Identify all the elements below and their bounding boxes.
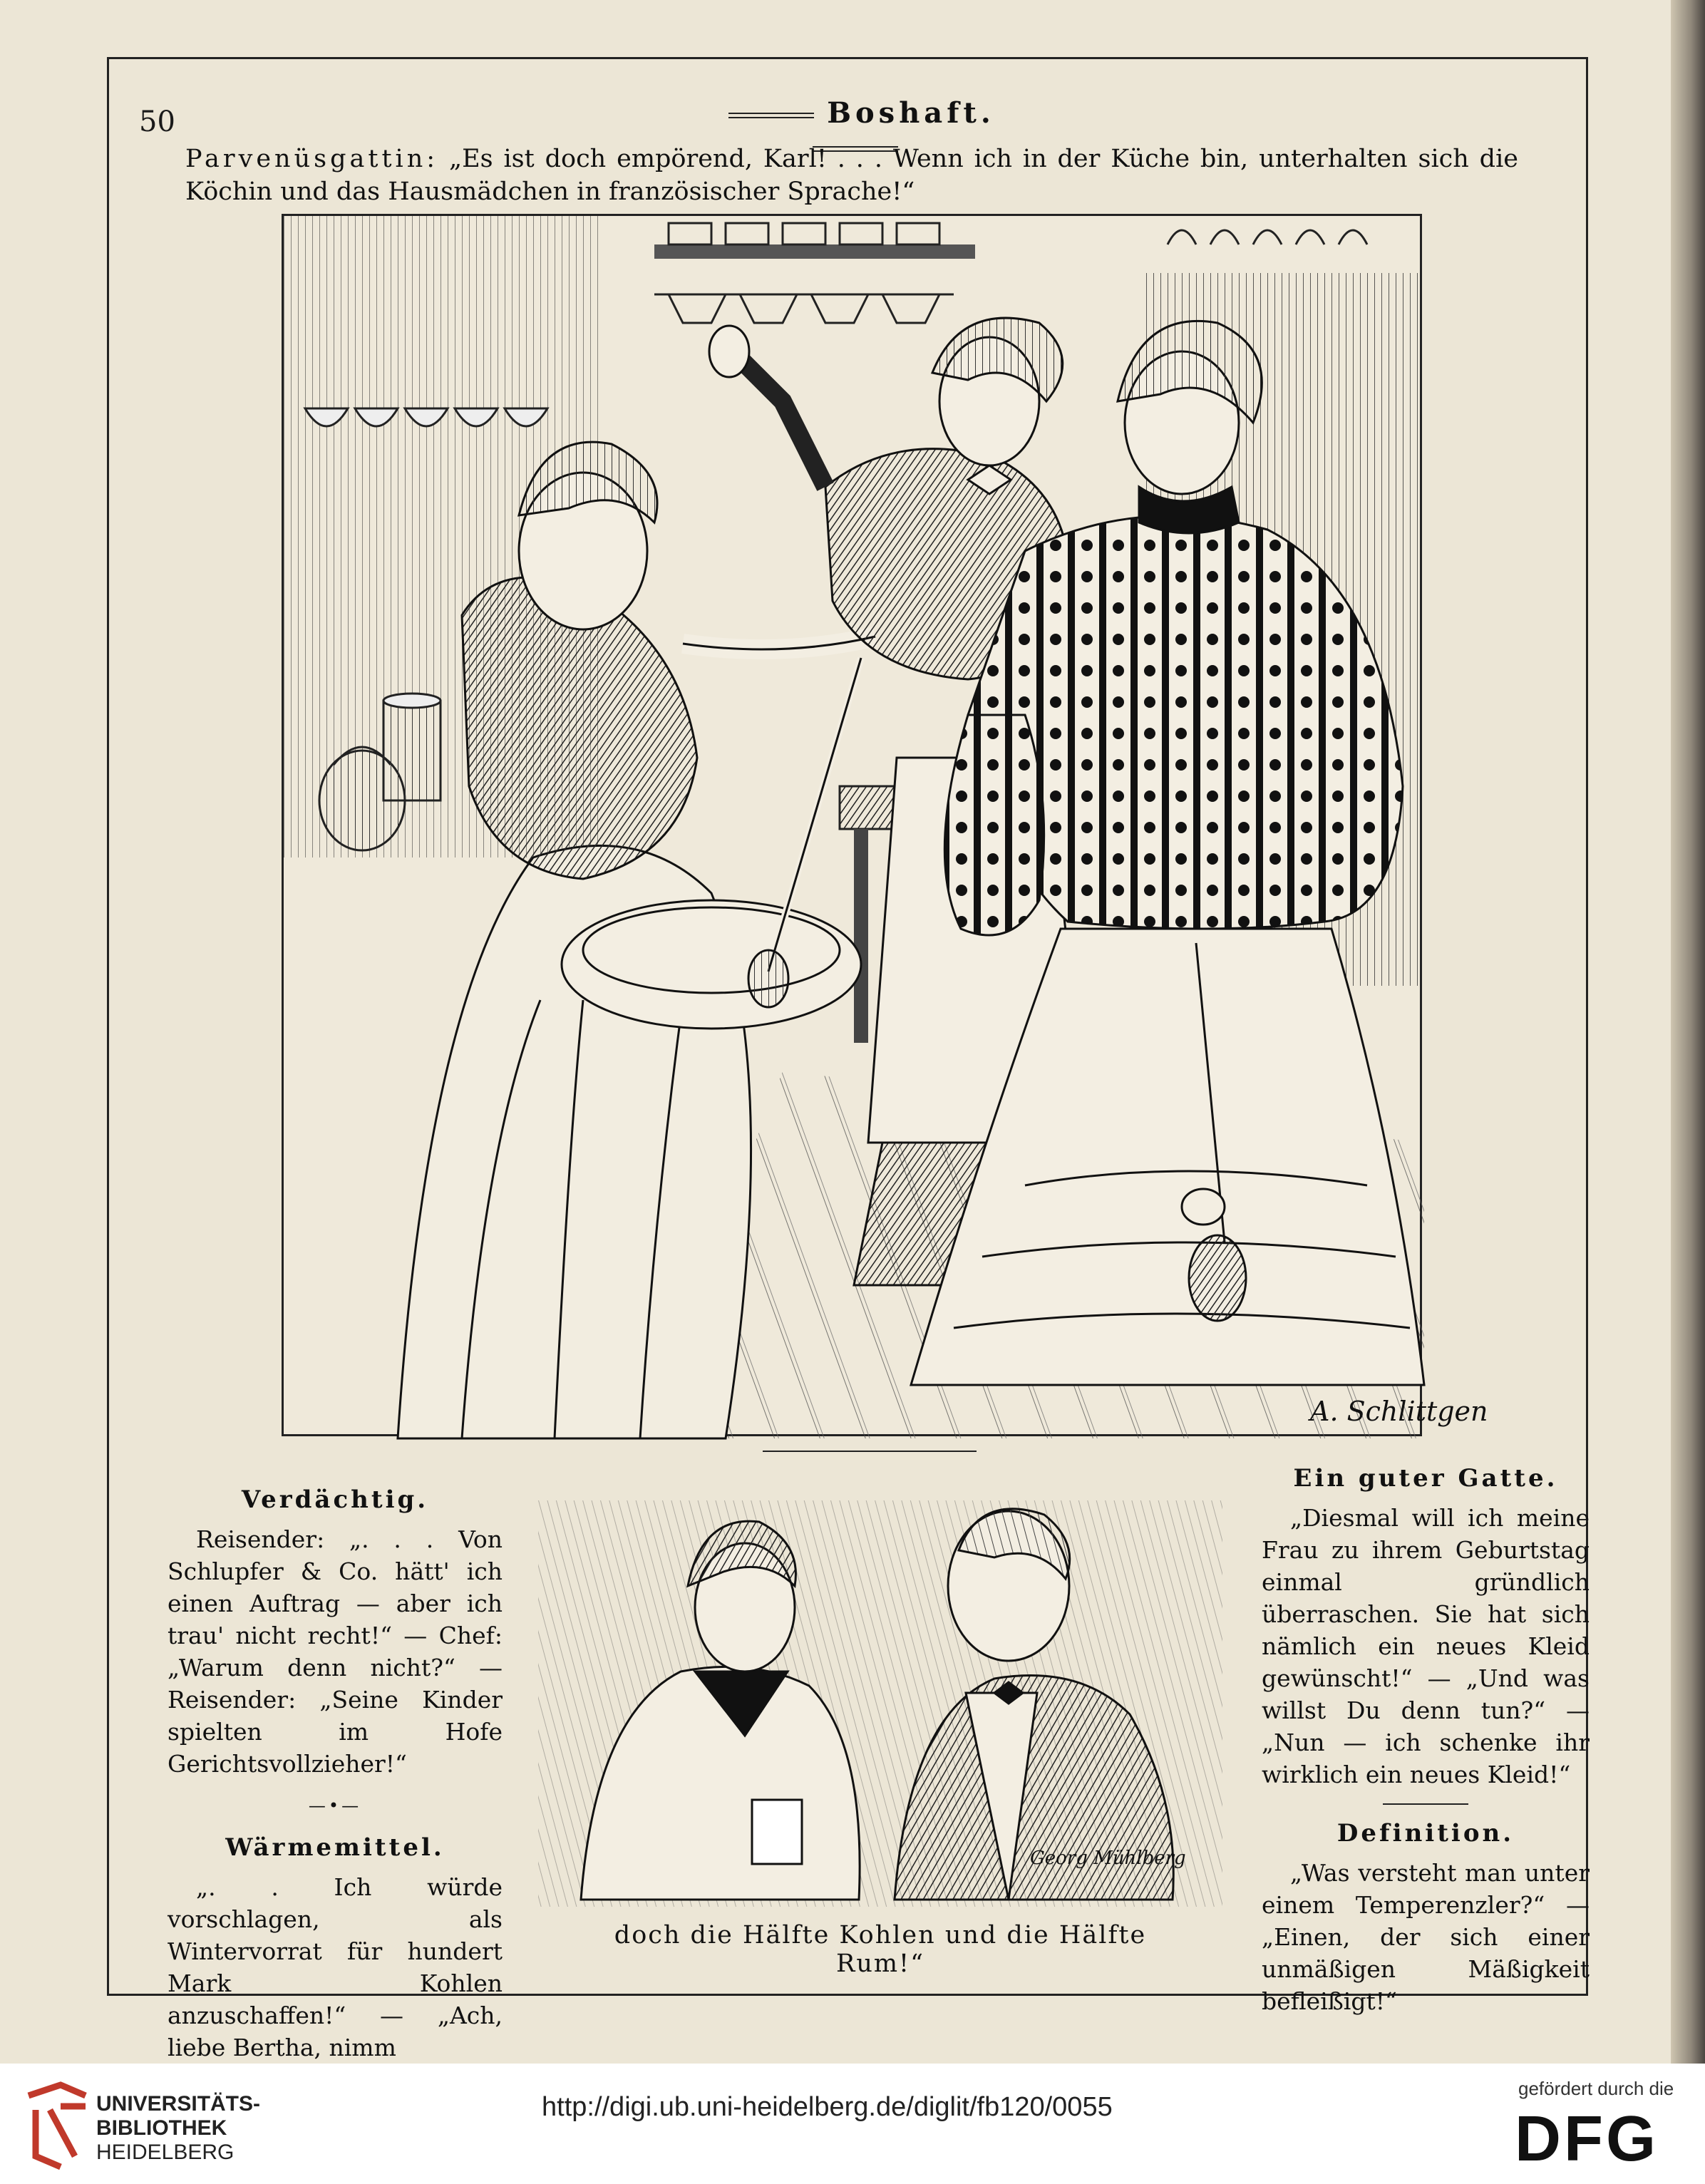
guter-gatte-title: Ein guter Gatte.	[1293, 1464, 1558, 1493]
left-column	[168, 1484, 503, 2064]
right-column	[1262, 1463, 1590, 2017]
header-ornament-left	[728, 113, 814, 118]
main-illustration	[282, 214, 1488, 1436]
couple-drawing	[538, 1500, 1222, 1907]
dfg-logo: DFG	[1515, 2103, 1659, 2175]
header-title: Boshaft.	[827, 96, 995, 130]
verdaechtig-text: Reisender: „. . . Von Schlupfer & Co. hätt' ich einen Auftrag — aber ich trau' nicht recht!“ — Chef: „Warum denn nicht?“ — Reisender: „Seine Kinder spielten im Hofe Gerichtsvollzieher!“	[168, 1525, 503, 1778]
guter-gatte-text: „Diesmal will ich meine Frau zu ihrem Geburtstag einmal gründlich überraschen. Sie hat sich nämlich ein neues Kleid gewünscht!“ — „Und was willst Du denn tun?“ — „Nun — ich schenke ihr wirklich ein neues Kleid!“	[1262, 1504, 1590, 1788]
library-line-3: HEIDELBERG	[96, 2141, 235, 2164]
definition-title: Definition.	[1336, 1819, 1515, 1848]
bottom-illustration	[538, 1500, 1222, 1907]
top-caption	[185, 143, 1518, 208]
divider-rule	[763, 1451, 977, 1452]
page-number: 50	[139, 105, 175, 138]
center-caption: doch die Hälfte Kohlen und die Hälfte Rum!“	[614, 1921, 1147, 1978]
kitchen-scene-drawing	[284, 216, 1488, 1438]
waermemittel-title: Wärmemittel.	[225, 1833, 445, 1862]
source-url-link[interactable]: http://digi.ub.uni-heidelberg.de/diglit/fb120/0055	[542, 2092, 1113, 2122]
right-divider	[1383, 1803, 1468, 1805]
definition-text: „Was versteht man unter einem Temperenzler?“ — „Einen, der sich einer unmäßigen Mäßigkeit befleißigt!“	[1262, 1859, 1590, 2015]
waermemittel-text: „. . Ich würde vorschlagen, als Wintervorrat für hundert Mark Kohlen anzuschaffen!“ — „Ach, liebe Bertha, nimm	[168, 1873, 503, 2061]
library-name	[96, 2092, 260, 2165]
bottom-illustration-signature: Georg Mühlberg	[1030, 1848, 1186, 1869]
funded-by-label: gefördert durch die	[1518, 2078, 1674, 2099]
page-edge-shadow	[1671, 0, 1705, 2064]
main-illustration-signature: A. Schlittgen	[1310, 1396, 1488, 1427]
library-line-1: UNIVERSITÄTS-	[96, 2092, 261, 2116]
caption-text: „Es ist doch empörend, Karl! . . . Wenn ich in der Küche bin, unterhalten sich die Köchin und das Hausmädchen in französischer Sprache!“	[185, 145, 1518, 206]
library-line-2: BIBLIOTHEK	[96, 2116, 227, 2140]
section-separator: —•—	[308, 1796, 362, 1815]
caption-speaker: Parvenüsgattin:	[185, 145, 439, 173]
verdaechtig-title: Verdächtig.	[241, 1485, 429, 1514]
ub-heidelberg-logo-icon	[18, 2078, 96, 2170]
